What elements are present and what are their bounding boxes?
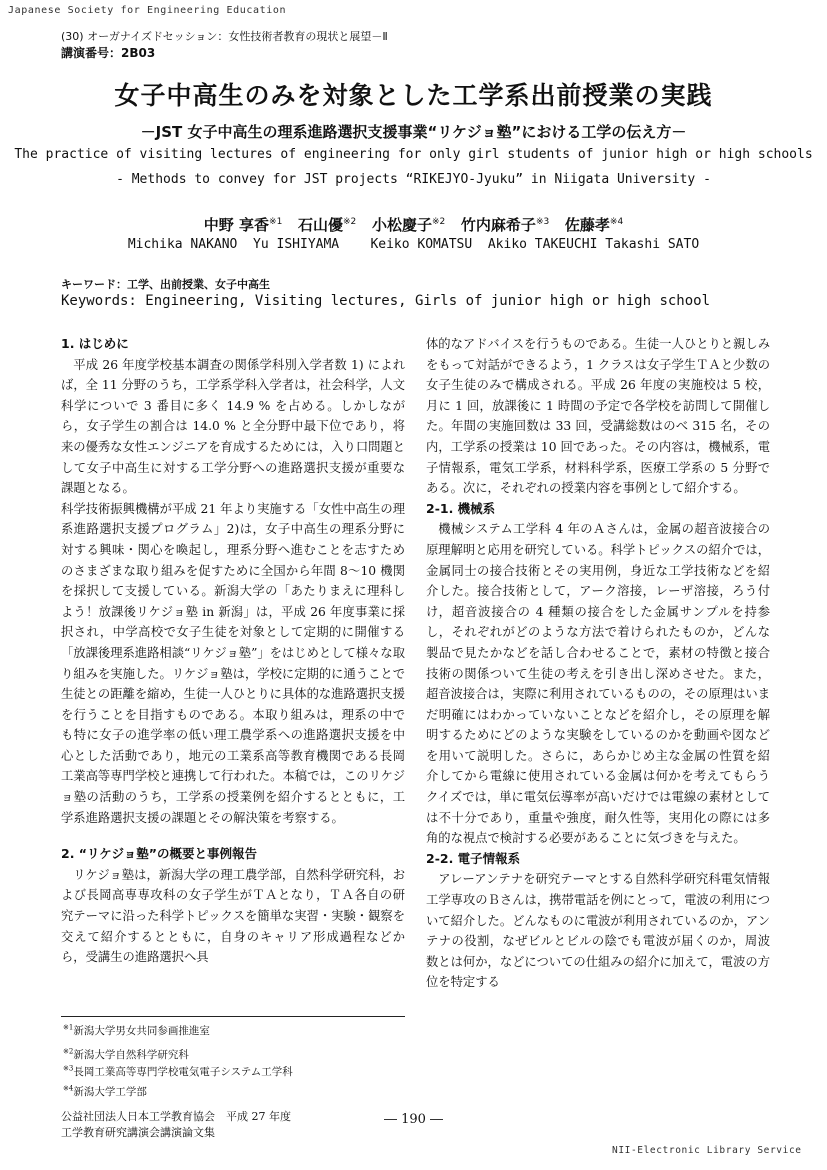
section-2-paragraph-1: リケジョ塾は，新潟大学の理工農学部，自然科学研究科，および長岡高専専攻科の女子学生がＴＡとなり，ＴＡ各自の研究テーマに沿った科学トピックスを簡単な実習・実験・観察を交えて紹介するとともに，自身のキャリア形成過程などから，受講生の進路選択へ具 <box>61 867 405 965</box>
author-name: 小松慶子 <box>371 216 432 234</box>
author-mark: ※2 <box>343 217 357 227</box>
section-1-heading: 1. はじめに <box>61 336 129 351</box>
section-1-paragraph-1: 平成 26 年度学校基本調査の関係学科別入学者数 1) によれば，全 11 分野のうち，工学系学科入学者は，社会科学，人文科学についで 3 番目に多く 14.9 % を占める。しかしながら，女子学生の割合は 14.0 % と全分野中最下位であり，将来の優秀な女性エンジニアを育成するためには，入り口問題として女子中高生に対する工学分野への進路選択支援が重要な課題となる。 <box>61 357 406 496</box>
author-name: 竹内麻希子 <box>460 216 536 234</box>
footnote-text: 長岡工業高等専門学校電気電子システム工学科 <box>73 1066 293 1078</box>
paper-subtitle: －JST 女子中高生の理系進路選択支援事業“リケジョ塾”における工学の伝え方－ <box>140 123 687 141</box>
section-2-2-heading: 2-2. 電子情報系 <box>426 850 521 866</box>
footnote-rule <box>61 1016 405 1017</box>
footnote-text: 新潟大学自然科学研究科 <box>73 1049 189 1061</box>
publisher-line-1: 公益社団法人日本工学教育協会 平成 27 年度 <box>61 1110 291 1123</box>
author-mark: ※1 <box>269 217 283 227</box>
session-label: (30) オーガナイズドセッション：女性技術者教育の現状と展望－Ⅱ <box>61 30 388 43</box>
author-name: 中野 享香 <box>203 216 270 234</box>
right-column <box>426 334 770 993</box>
section-2-2-paragraph: アレーアンテナを研究テーマとする自然科学研究科電気情報工学専攻のＢさんは，携帯電話を例にとって，電波の利用について紹介した。どんなものに電波が利用されているのか，アンテナの役割，なぜビルとビルの陰でも電波が届くのか，周波数とは何か，などについての仕組みの紹介に加えて，電波の方位を特定する <box>426 872 770 990</box>
section-1-paragraph-2: 科学技術振興機構が平成 21 年より実施する「女性中高生の理系進路選択支援プログラム」2)は，女子中高生の理系分野に対する興味・関心を喚起し，理系分野へ進むことを志すためのさまざまな取り組みを促すために全国から年間 8～10 機関を採択して支援している。新潟大学の「あたりまえに理科しよう！放課後リケジョ塾 in 新潟」は，平成 26 年度事業に採択され，中学高校で女子生徒を対象として定期的に開催する「放課後理系進路相談“リケジョ塾”」をはじめとして様々な取り組みを実施した。リケジョ塾は，学校に定期的に通うことで生徒との距離を縮め，生徒一人ひとりに具体的な進路選択支援を行うことを目指すものである。本取り組みは，理系の中でも特に女子の進学率の低い理工農学系への進路選択支援を中心とした活動であり，地元の工業系高等教育機関である長岡工業高等専門学校と連携して行われた。本稿では，このリケジョ塾の活動のうち，工学系の授業例を紹介するとともに，工学系進路選択支援の課題とその解決策を考察する。 <box>61 501 405 825</box>
english-title-line-1: The practice of visiting lectures of engineering for only girl students of junior high or high schools <box>14 147 813 162</box>
section-2-paragraph-continued: 体的なアドバイスを行うものである。生徒一人ひとりと親しみをもって対話ができるよう，1 クラスは女子学生ＴＡと少数の女子生徒のみで構成される。平成 26 年度の実施校は 5 校，月に 1 回，放課後に 1 時間の予定で各学校を訪問して開催した。年間の実施回数は 33 回，受講総数はのべ 315 名，その内，工学系の授業は 10 回であった。その内容は，機械系，電子情報系，電気工学系，材料科学系，医療工学系の 5 分野である。次に，それぞれの授業内容を事例として紹介する。 <box>426 337 770 496</box>
keywords-english: Keywords: Engineering, Visiting lectures, Girls of junior high or high school <box>61 293 711 309</box>
author-mark: ※4 <box>609 217 624 227</box>
authors-english: Michika NAKANO Yu ISHIYAMA Keiko KOMATSU Akiko TAKEUCHI Takashi SATO <box>127 237 700 252</box>
author-mark: ※3 <box>535 217 550 227</box>
author-name: 石山優 <box>297 216 343 234</box>
lecture-number: 講演番号：2B03 <box>61 46 156 60</box>
society-header: Japanese Society for Engineering Education <box>8 5 287 16</box>
footnote-text: 新潟大学工学部 <box>73 1086 147 1098</box>
page-number: ― 190 ― <box>383 1112 444 1127</box>
publisher-line-2: 工学教育研究講演会講演論文集 <box>61 1126 215 1139</box>
footnote-text: 新潟大学男女共同参画推進室 <box>73 1025 210 1037</box>
english-title-line-2: - Methods to convey for JST projects “RIKEJYO-Jyuku” in Niigata University - <box>116 172 711 187</box>
footnote-1 <box>63 1023 210 1038</box>
section-2-heading: 2. “リケジョ塾”の概要と事例報告 <box>61 846 257 862</box>
left-column <box>61 334 405 968</box>
footnote-2 <box>63 1047 189 1062</box>
keywords-japanese: キーワード：工学、出前授業、女子中高生 <box>61 278 270 291</box>
authors-japanese <box>0 214 827 235</box>
footnote-mark: ※4 <box>63 1084 74 1093</box>
footnote-mark: ※2 <box>63 1047 74 1056</box>
footnote-mark: ※3 <box>63 1064 74 1073</box>
nii-service-label: NII-Electronic Library Service <box>612 1145 802 1156</box>
footnote-mark: ※1 <box>63 1023 74 1032</box>
paper-title: 女子中高生のみを対象とした工学系出前授業の実践 <box>114 81 713 110</box>
author-name: 佐藤孝 <box>564 216 610 234</box>
section-2-1-paragraph: 機械システム工学科 4 年のＡさんは，金属の超音波接合の原理解明と応用を研究している。科学トピックスの紹介では，金属同士の接合技術とその実用例，身近な工学技術などを紹介した。接合技術として，アーク溶接，レーザ溶接，ろう付け，超音波接合の 4 種類の接合をした金属サンプルを持参し，それぞれがどのような方法で着けられたものか，どんな製品で見たかなどを話し合わせることで，素材の特徴と接合技術の関係ついて生徒の考えを引き出し深めさせた。また，超音波接合は，実際に利用されているものの，その原理はいまだ明確にはわかっていないことなどを紹介し，その原理を解明するためにどのような実験をしているのかを動画や図などを用いて説明した。さらに，あらかじめ主な金属の性質を紹介してから電線に使用されている金属は何かを考えてもらうクイズでは，単に電気伝導率が高いだけでは電線の素材としては不十分であり，重量や強度，耐久性等，実用化の際には多角的な視点で検討する必要があることに気づきを与えた。 <box>426 522 770 846</box>
footnote-4 <box>63 1084 147 1099</box>
author-mark: ※2 <box>431 217 446 227</box>
footnote-3 <box>63 1064 293 1079</box>
section-2-1-heading: 2-1. 機械系 <box>426 500 496 516</box>
